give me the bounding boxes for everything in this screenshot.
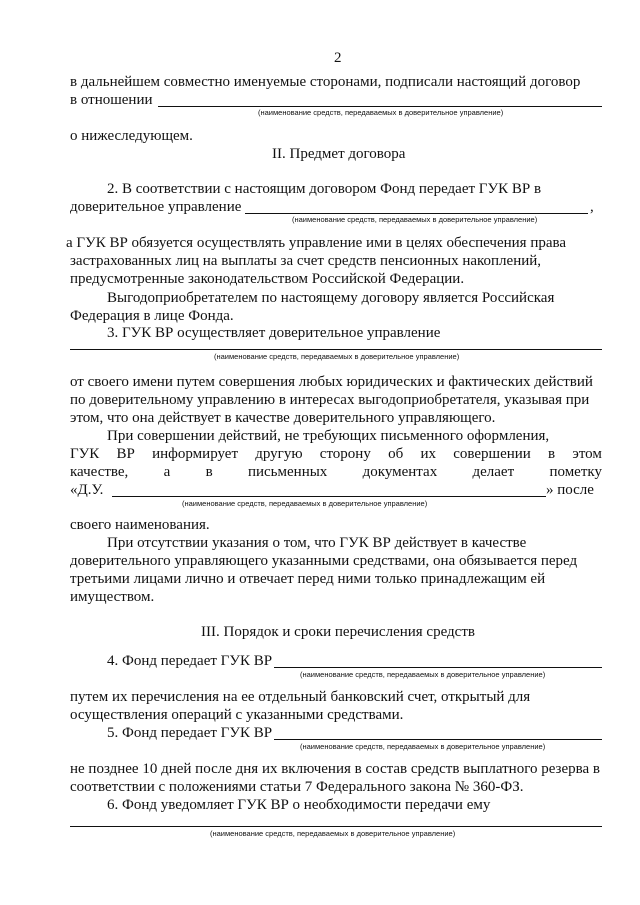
clause-2b-line-1: а ГУК ВР обязуется осуществлять управление ими в целях обеспечения права — [66, 235, 567, 251]
clause-5-blank-caption: (наименование средств, передаваемых в доверительное управление) — [300, 742, 546, 751]
section-2-heading: II. Предмет договора — [272, 146, 406, 162]
clause-4-line-1: 4. Фонд передает ГУК ВР — [107, 653, 273, 669]
clause-5-line-1: 5. Фонд передает ГУК ВР — [107, 725, 273, 741]
clause-3-blank-caption: (наименование средств, передаваемых в доверительное управление) — [214, 352, 460, 361]
intro-line-3: о нижеследующем. — [70, 128, 193, 144]
word: пометку — [549, 464, 602, 480]
word: сторону — [319, 446, 371, 462]
intro-blank-line — [158, 106, 602, 107]
intro-blank-caption: (наименование средств, передаваемых в доверительное управление) — [258, 108, 504, 117]
beneficiary-line-1: Выгодоприобретателем по настоящему договору является Российская — [107, 290, 555, 306]
actions-line-1: При совершении действий, не требующих письменного оформления, — [107, 428, 550, 444]
clause-2-blank-line — [245, 213, 588, 214]
clause-5b-line-2: соответствии с положениями статьи 7 Федерального закона № 360-ФЗ. — [70, 779, 524, 795]
section-3-heading: III. Порядок и сроки перечисления средств — [201, 624, 475, 640]
word: совершении — [453, 446, 531, 462]
clause-2-comma: , — [590, 199, 594, 215]
clause-3b-line-3: этом, что она действует в качестве доверительного управляющего. — [70, 410, 496, 426]
actions-line-3 — [70, 463, 602, 481]
clause-6-line-1: 6. Фонд уведомляет ГУК ВР о необходимости передачи ему — [107, 797, 491, 813]
clause-2-blank-caption: (наименование средств, передаваемых в доверительное управление) — [292, 215, 538, 224]
clause-5-blank-line — [274, 739, 602, 740]
word: об — [388, 446, 404, 462]
du-prefix: «Д.У. — [70, 482, 104, 498]
word: документах — [362, 464, 438, 480]
clause-3b-line-1: от своего имени путем совершения любых юридических и фактических действий — [70, 374, 593, 390]
clause-2b-line-2: застрахованных лиц на выплаты за счет средств пенсионных накоплений, — [70, 253, 542, 269]
absence-line-4: имуществом. — [70, 589, 155, 605]
word: информирует — [152, 446, 239, 462]
du-blank-line — [112, 496, 546, 497]
beneficiary-line-2: Федерация в лице Фонда. — [70, 308, 234, 324]
clause-2-line-1: 2. В соответствии с настоящим договором Фонд передает ГУК ВР в — [107, 181, 542, 197]
word: ВР — [116, 446, 135, 462]
clause-6-blank-caption: (наименование средств, передаваемых в доверительное управление) — [210, 829, 456, 838]
word: в — [205, 464, 213, 480]
page-number: 2 — [334, 50, 342, 66]
intro-line-1: в дальнейшем совместно именуемые сторонами, подписали настоящий договор — [70, 74, 581, 90]
clause-4b-line-1: путем их перечисления на ее отдельный банковский счет, открытый для — [70, 689, 531, 705]
actions-line-2 — [70, 445, 602, 463]
word: в — [548, 446, 556, 462]
clause-2b-line-3: предусмотренные законодательством Российской Федерации. — [70, 271, 465, 287]
clause-2-line-2: доверительное управление — [70, 199, 242, 215]
word: их — [420, 446, 436, 462]
clause-3b-line-2: по доверительному управлению в интересах выгодоприобретателя, указывая при — [70, 392, 590, 408]
word: ГУК — [70, 446, 100, 462]
du-blank-caption: (наименование средств, передаваемых в доверительное управление) — [182, 499, 428, 508]
clause-6-blank-line — [70, 826, 602, 827]
intro-line-2: в отношении — [70, 92, 153, 108]
clause-3-line-1: 3. ГУК ВР осуществляет доверительное управление — [107, 325, 441, 341]
word: а — [163, 464, 171, 480]
clause-4-blank-caption: (наименование средств, передаваемых в доверительное управление) — [300, 670, 546, 679]
clause-5b-line-1: не позднее 10 дней после дня их включения в состав средств выплатного резерва в — [70, 761, 601, 777]
clause-4-blank-line — [274, 667, 602, 668]
clause-4b-line-2: осуществления операций с указанными средствами. — [70, 707, 404, 723]
absence-line-1: При отсутствии указания о том, что ГУК ВР действует в качестве — [107, 535, 527, 551]
du-suffix: » после — [546, 482, 594, 498]
absence-line-3: третьими лицами лично и отвечает перед ними только принадлежащим ей — [70, 571, 546, 587]
word: этом — [572, 446, 602, 462]
word: другую — [255, 446, 303, 462]
clause-3-blank-line — [70, 349, 602, 350]
word: письменных — [247, 464, 328, 480]
word: делает — [472, 464, 515, 480]
absence-line-2: доверительного управляющего указанными средствами, она обязывается перед — [70, 553, 578, 569]
word: качестве, — [70, 464, 129, 480]
actions-line-5: своего наименования. — [70, 517, 210, 533]
